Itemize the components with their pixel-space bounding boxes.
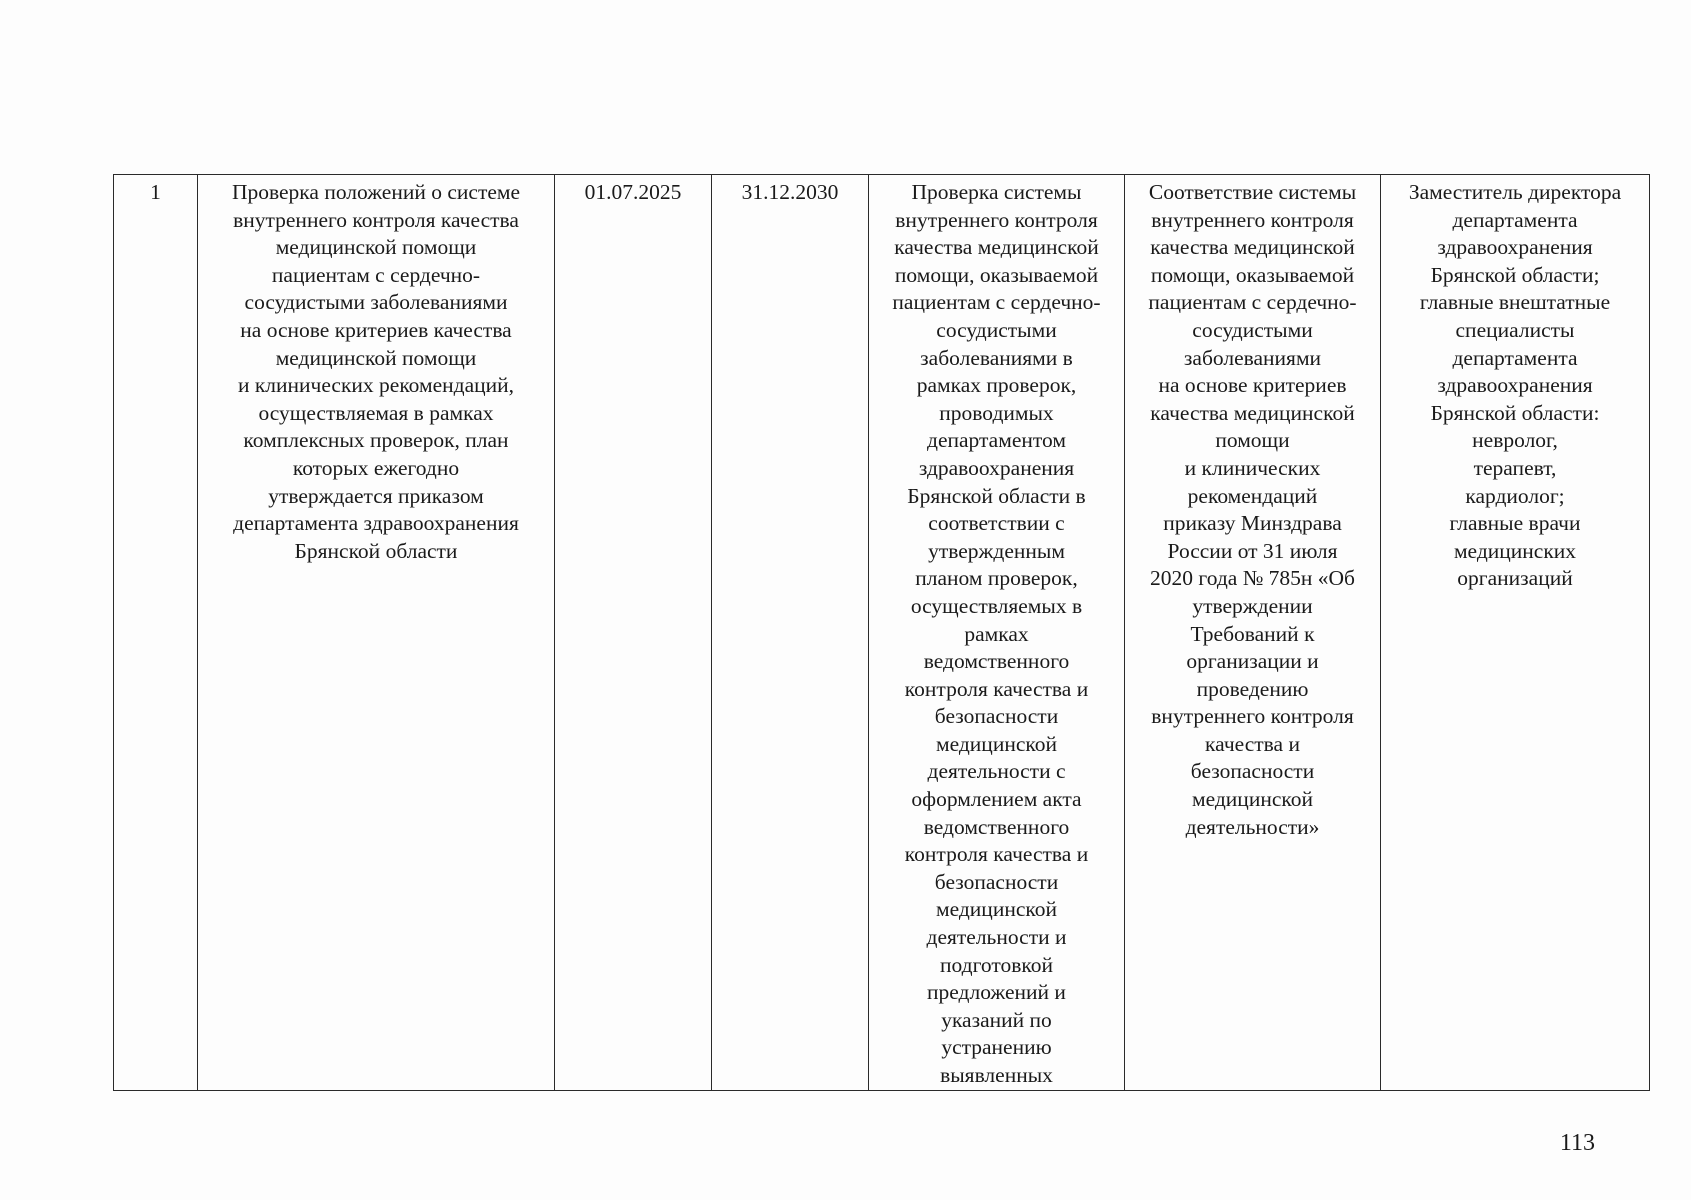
indicator-cell <box>1125 175 1381 1091</box>
table-row <box>114 175 1650 1091</box>
measure-text: Проверка положений о системе внутреннего контроля качества медицинской помощи пациентам с сердечно- сосудистыми заболеваниями на основе критериев качества медицинской помощи и клинических рекомендаций, осуществляемая в рамках комплексных проверок, план которых ежегодно утверждается приказом департамента здравоохранения Брянской области <box>231 180 521 563</box>
row-number-cell <box>114 175 198 1091</box>
end-date: 31.12.2030 <box>741 180 839 204</box>
indicator-text: Соответствие системы внутреннего контроля качества медицинской помощи, оказываемой пациентам с сердечно- сосудистыми заболеваниями на основе критериев качества медицинской помощи и клинических рекомендаций приказу Минздрава России от 31 июля 2020 года № 785н «Об утверждении Требований к организации и проведению внутреннего контроля качества и безопасности медицинской деятельности» <box>1148 180 1357 839</box>
start-date-cell <box>555 175 712 1091</box>
measure-cell <box>198 175 555 1091</box>
page-number: 113 <box>1559 1130 1595 1156</box>
row-number: 1 <box>150 180 161 204</box>
result-text: Проверка системы внутреннего контроля качества медицинской помощи, оказываемой пациентам с сердечно- сосудистыми заболеваниями в рамках проверок, проводимых департаментом здравоохранения Брянской области в соответствии с утвержденным планом проверок, осуществляемых в рамках ведомственного контроля качества и безопасности медицинской деятельности с оформлением акта ведомственного контроля качества и безопасности медицинской деятельности и подготовкой предложений и указаний по устранению выявленных <box>892 180 1101 1087</box>
responsible-text: Заместитель директора департамента здравоохранения Брянской области; главные внештатные специалисты департамента здравоохранения Брянской области: невролог, терапевт, кардиолог; главные врачи медицинских организаций <box>1408 180 1622 591</box>
end-date-cell <box>712 175 869 1091</box>
start-date: 01.07.2025 <box>584 180 682 204</box>
plan-table <box>113 174 1650 1091</box>
responsible-cell <box>1381 175 1650 1091</box>
result-cell <box>869 175 1125 1091</box>
